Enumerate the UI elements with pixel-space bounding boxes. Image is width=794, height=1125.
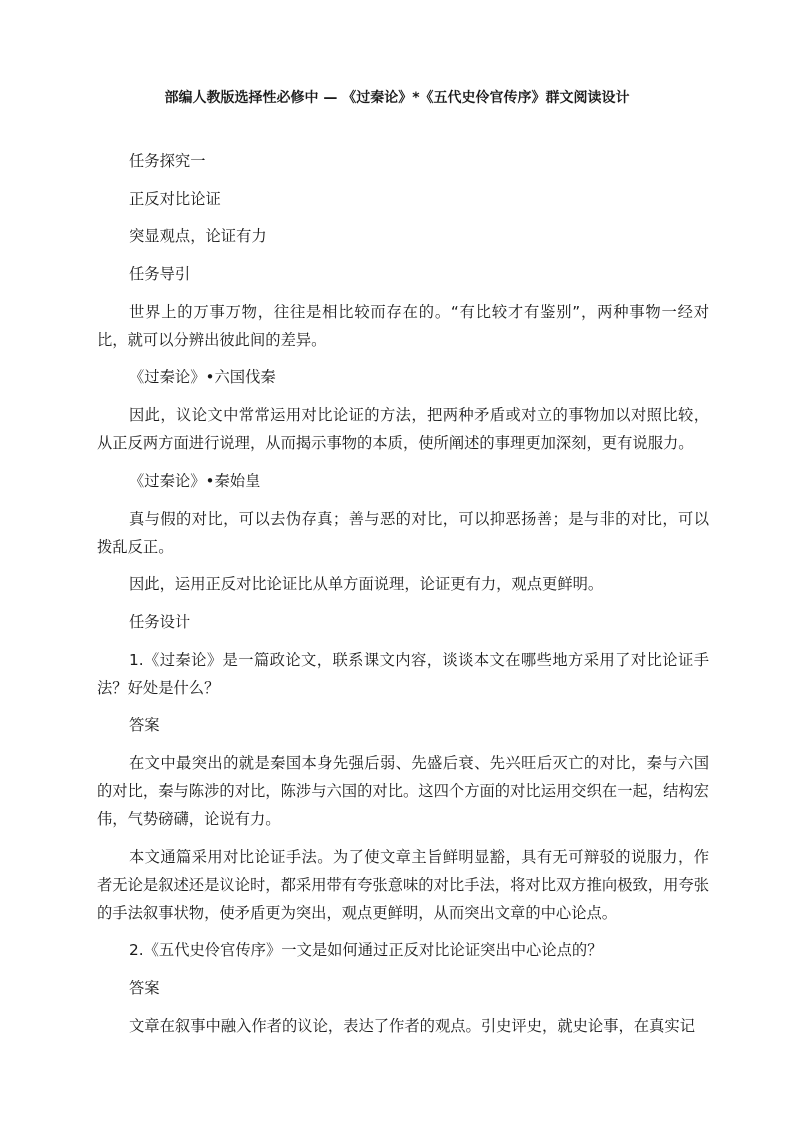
paragraph-guide-text: 世界上的万事万物，往往是相比较而存在的。“有比较才有鉴别”，两种事物一经对比，就可以分辨出彼此间的差异。 [97,302,709,349]
paragraph-task-explore-1: 任务探究一 [129,152,206,170]
paragraph-conclusion: 因此，运用正反对比论证比从单方面说理，论证更有力，观点更鲜明。 [129,575,604,594]
paragraph-answer-1a: 在文中最突出的就是秦国本身先强后弱、先盛后衰、先兴旺后灭亡的对比，秦与六国的对比，秦与陈涉的对比，陈涉与六国的对比。这四个方面的对比运用交织在一起，结构宏伟，气势磅礴，论说有力。 [97,753,709,828]
document-title: 部编人教版选择性必修中 — 《过秦论》*《五代史伶官传序》群文阅读设计 [164,90,630,106]
paragraph-task-guide: 任务导引 [129,265,191,284]
paragraph-qin-shihuang: 《过秦论》•秦始皇 [129,471,261,490]
paragraph-heading-contrast: 正反对比论证 [129,189,221,208]
paragraph-answer-2: 文章在叙事中融入作者的议论，表达了作者的观点。引史评史，就史论事，在真实记 [129,1016,695,1035]
paragraph-true-false: 真与假的对比，可以去伪存真；善与恶的对比，可以抑恶扬善；是与非的对比，可以拨乱反正。 [97,509,709,556]
paragraph-answer-label-1: 答案 [129,716,160,735]
paragraph-question-2: 2.《五代史伶官传序》一文是如何通过正反对比论证突出中心论点的？ [129,941,603,960]
paragraph-answer-1b: 本文通篇采用对比论证手法。为了使文章主旨鲜明显豁，具有无可辩驳的说服力，作者无论是叙述还是议论时，都采用带有夸张意味的对比手法，将对比双方推向极致，用夸张的手法叙事状物，使矛盾更为突出，观点更鲜明，从而突出文章的中心论点。 [97,847,709,922]
paragraph-question-1: 1.《过秦论》是一篇政论文，联系课文内容，谈谈本文在哪些地方采用了对比论证手法？好处是什么？ [97,650,709,697]
paragraph-answer-label-2: 答案 [129,979,160,997]
paragraph-method-text: 因此，议论文中常常运用对比论证的方法，把两种矛盾或对立的事物加以对照比较，从正反两方面进行说理，从而揭示事物的本质，使所阐述的事理更加深刻，更有说服力。 [97,406,709,453]
document-body [97,147,709,1049]
paragraph-heading-highlight: 突显观点，论证有力 [129,227,267,246]
paragraph-task-design: 任务设计 [129,612,191,631]
paragraph-six-states: 《过秦论》•六国伐秦 [129,368,276,387]
